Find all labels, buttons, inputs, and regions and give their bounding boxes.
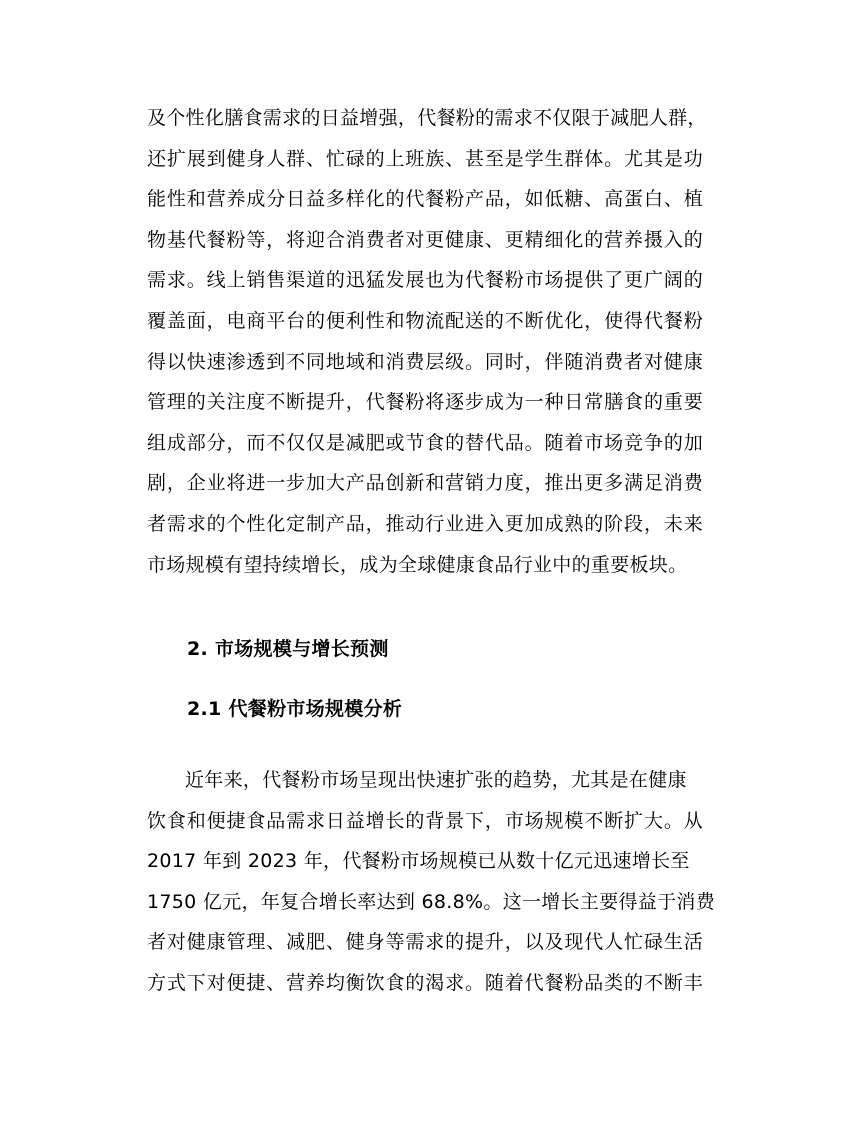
paragraph-line: 及个性化膳食需求的日益增强，代餐粉的需求不仅限于减肥人群， bbox=[147, 107, 707, 129]
paragraph-line: 方式下对便捷、营养均衡饮食的渴求。随着代餐粉品类的不断丰 bbox=[147, 971, 703, 994]
paragraph-line: 者对健康管理、减肥、健身等需求的提升，以及现代人忙碌生活 bbox=[147, 931, 703, 954]
paragraph-line: 能性和营养成分日益多样化的代餐粉产品，如低糖、高蛋白、植 bbox=[147, 188, 703, 211]
paragraph-line: 物基代餐粉等，将迎合消费者对更健康、更精细化的营养摄入的 bbox=[147, 228, 703, 251]
paragraph-line: 组成部分，而不仅仅是减肥或节食的替代品。随着市场竞争的加 bbox=[147, 431, 703, 454]
paragraph-line: 1750 亿元，年复合增长率达到 68.8%。这一增长主要得益于消费 bbox=[147, 890, 715, 913]
paragraph-line: 市场规模有望持续增长，成为全球健康食品行业中的重要板块。 bbox=[147, 553, 688, 576]
paragraph-line: 2017 年到 2023 年，代餐粉市场规模已从数十亿元迅速增长至 bbox=[147, 850, 690, 873]
body-paragraph-bottom bbox=[147, 760, 715, 1004]
paragraph-line: 饮食和便捷食品需求日益增长的背景下，市场规模不断扩大。从 bbox=[147, 809, 703, 832]
subsection-heading: 2.1 代餐粉市场规模分析 bbox=[187, 698, 403, 720]
paragraph-line: 剧，企业将进一步加大产品创新和营销力度，推出更多满足消费 bbox=[147, 472, 703, 495]
paragraph-line: 管理的关注度不断提升，代餐粉将逐步成为一种日常膳食的重要 bbox=[147, 391, 703, 414]
paragraph-line: 得以快速渗透到不同地域和消费层级。同时，伴随消费者对健康 bbox=[147, 350, 703, 373]
paragraph-line: 近年来，代餐粉市场呈现出快速扩张的趋势，尤其是在健康 bbox=[185, 769, 687, 791]
section-heading: 2. 市场规模与增长预测 bbox=[187, 638, 389, 660]
paragraph-line: 者需求的个性化定制产品，推动行业进入更加成熟的阶段，未来 bbox=[147, 512, 703, 535]
body-paragraph-top bbox=[147, 98, 707, 585]
paragraph-line: 还扩展到健身人群、忙碌的上班族、甚至是学生群体。尤其是功 bbox=[147, 147, 703, 170]
paragraph-line: 需求。线上销售渠道的迅猛发展也为代餐粉市场提供了更广阔的 bbox=[147, 269, 703, 292]
paragraph-line: 覆盖面，电商平台的便利性和物流配送的不断优化，使得代餐粉 bbox=[147, 309, 703, 332]
